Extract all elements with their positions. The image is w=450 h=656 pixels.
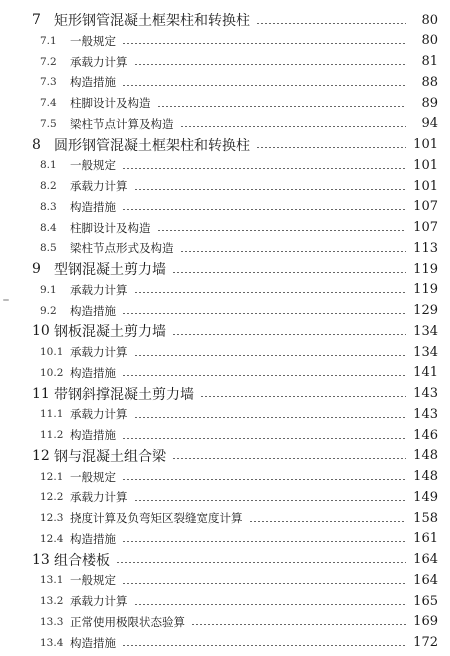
toc-section-entry[interactable] — [0, 611, 450, 633]
toc-entry-page-number: 80 — [421, 12, 438, 28]
toc-entry-page-number: 101 — [413, 137, 438, 152]
toc-entry-title: 构造措施 — [70, 531, 116, 546]
toc-entry-number: 7 — [32, 12, 41, 28]
toc-section-entry[interactable] — [0, 507, 450, 529]
toc-entry-title: 承载力计算 — [70, 407, 128, 422]
toc-section-entry[interactable] — [0, 528, 450, 550]
toc-entry-title: 正常使用极限状态验算 — [70, 614, 185, 629]
dot-leader — [134, 417, 407, 418]
toc-entry-page-number: 141 — [413, 365, 438, 381]
toc-entry-title: 构造措施 — [70, 428, 116, 442]
dot-leader — [249, 521, 407, 522]
toc-entry-page-number: 158 — [413, 510, 438, 526]
toc-entry-title: 一般规定 — [70, 33, 116, 48]
toc-entry-number: 13.4 — [40, 636, 64, 649]
toc-entry-title: 构造措施 — [70, 303, 116, 318]
dot-leader — [122, 313, 406, 314]
toc-entry-number: 12.2 — [40, 491, 64, 504]
dot-leader — [122, 85, 406, 86]
toc-chapter-entry[interactable] — [0, 258, 450, 280]
dot-leader — [256, 23, 406, 24]
toc-entry-title: 一般规定 — [70, 573, 116, 588]
toc-entry-number: 12.1 — [40, 470, 64, 483]
toc-entry-page-number: 119 — [413, 282, 438, 298]
toc-entry-title: 钢与混凝土组合梁 — [54, 448, 166, 465]
toc-entry-number: 11 — [32, 385, 50, 402]
toc-entry-number: 8.5 — [40, 242, 57, 255]
toc-entry-page-number: 148 — [413, 469, 438, 484]
toc-entry-number: 8.3 — [40, 200, 57, 213]
toc-entry-number: 7.2 — [40, 55, 57, 68]
dot-leader — [200, 396, 406, 397]
dot-leader — [134, 604, 407, 605]
toc-section-entry[interactable] — [0, 113, 450, 135]
toc-section-entry[interactable] — [0, 341, 450, 363]
toc-entry-page-number: 165 — [413, 593, 438, 609]
dot-leader — [122, 209, 406, 210]
toc-entry-page-number: 134 — [413, 323, 438, 339]
toc-section-entry[interactable] — [0, 51, 450, 73]
dot-leader — [122, 438, 406, 439]
toc-entry-number: 10 — [32, 323, 50, 340]
toc-entry-page-number: 107 — [413, 220, 438, 235]
toc-entry-page-number: 146 — [413, 427, 438, 443]
toc-entry-number: 13.2 — [40, 595, 64, 607]
toc-section-entry[interactable] — [0, 466, 450, 488]
dot-leader — [180, 251, 407, 252]
toc-entry-page-number: 164 — [413, 552, 438, 567]
toc-entry-title: 钢板混凝土剪力墙 — [54, 324, 166, 341]
dot-leader — [191, 624, 406, 625]
toc-entry-page-number: 161 — [413, 531, 438, 547]
toc-entry-page-number: 89 — [421, 95, 438, 111]
toc-section-entry[interactable] — [0, 71, 450, 93]
toc-entry-title: 一般规定 — [70, 469, 116, 484]
toc-entry-page-number: 149 — [413, 489, 438, 505]
dot-leader — [116, 562, 406, 563]
toc-entry-title: 柱脚设计及构造 — [70, 96, 151, 110]
toc-section-entry[interactable] — [0, 92, 450, 114]
toc-entry-page-number: 148 — [413, 448, 438, 464]
toc-section-entry[interactable] — [0, 217, 450, 239]
toc-entry-number: 9 — [32, 261, 41, 277]
toc-entry-number: 10.1 — [40, 346, 64, 358]
toc-entry-number: 13.1 — [40, 574, 64, 587]
dot-leader — [122, 645, 406, 646]
dot-leader — [157, 230, 407, 231]
toc-section-entry[interactable] — [0, 403, 450, 425]
toc-section-entry[interactable] — [0, 175, 450, 197]
toc-entry-page-number: 169 — [413, 614, 438, 630]
dot-leader — [172, 458, 406, 459]
toc-entry-number: 9.2 — [40, 304, 57, 317]
toc-entry-title: 承载力计算 — [70, 179, 128, 193]
toc-entry-title: 一般规定 — [70, 158, 116, 173]
toc-entry-title: 承载力计算 — [70, 345, 128, 359]
dot-leader — [256, 147, 406, 148]
toc-section-entry[interactable] — [0, 30, 450, 52]
toc-entry-title: 构造措施 — [70, 635, 116, 650]
toc-section-entry[interactable] — [0, 424, 450, 446]
dot-leader — [134, 292, 407, 293]
dot-leader — [122, 479, 406, 480]
toc-section-entry[interactable] — [0, 569, 450, 591]
toc-chapter-entry[interactable] — [0, 383, 450, 405]
toc-entry-title: 圆形钢管混凝土框架柱和转换柱 — [54, 137, 250, 154]
toc-entry-number: 12.3 — [40, 512, 64, 524]
toc-entry-page-number: 107 — [413, 199, 438, 215]
toc-entry-title: 承载力计算 — [70, 282, 128, 297]
dot-leader — [172, 334, 406, 335]
toc-section-entry[interactable] — [0, 632, 450, 654]
dot-leader — [122, 541, 406, 542]
toc-entry-page-number: 119 — [413, 261, 438, 277]
dot-leader — [122, 583, 406, 584]
dot-leader — [122, 375, 406, 376]
toc-entry-title: 柱脚设计及构造 — [70, 220, 151, 235]
toc-chapter-entry[interactable] — [0, 320, 450, 342]
toc-entry-number: 13.3 — [40, 615, 64, 628]
toc-section-entry[interactable] — [0, 486, 450, 508]
dot-leader — [172, 272, 406, 273]
toc-chapter-entry[interactable] — [0, 9, 450, 31]
toc-entry-page-number: 88 — [421, 74, 438, 90]
toc-entry-title: 构造措施 — [70, 199, 116, 214]
toc-chapter-entry[interactable] — [0, 549, 450, 571]
toc-entry-page-number: 94 — [421, 116, 438, 132]
toc-entry-number: 8 — [32, 136, 41, 153]
dot-leader — [180, 126, 407, 127]
dot-leader — [134, 500, 407, 501]
toc-section-entry[interactable] — [0, 279, 450, 301]
toc-section-entry[interactable] — [0, 590, 450, 612]
toc-section-entry[interactable] — [0, 237, 450, 259]
toc-entry-title: 组合楼板 — [54, 552, 110, 569]
toc-entry-title: 带钢斜撑混凝土剪力墙 — [54, 386, 194, 403]
toc-entry-number: 11.1 — [40, 408, 64, 421]
dot-leader — [134, 189, 407, 190]
dot-leader — [134, 64, 407, 65]
dot-leader — [122, 168, 406, 169]
toc-entry-number: 13 — [32, 551, 50, 568]
toc-entry-page-number: 172 — [413, 635, 438, 650]
toc-chapter-entry[interactable] — [0, 134, 450, 156]
toc-entry-page-number: 164 — [413, 572, 438, 588]
toc-entry-title: 承载力计算 — [70, 490, 128, 505]
toc-entry-number: 10.2 — [40, 366, 64, 379]
toc-entry-number: 12 — [32, 447, 50, 464]
dot-leader — [157, 106, 407, 107]
toc-section-entry[interactable] — [0, 196, 450, 218]
toc-entry-page-number: 80 — [421, 33, 438, 49]
toc-entry-page-number: 143 — [413, 386, 438, 401]
toc-entry-page-number: 101 — [413, 157, 438, 173]
toc-section-entry[interactable] — [0, 300, 450, 322]
toc-entry-number: 9.1 — [40, 283, 57, 296]
toc-entry-page-number: 113 — [413, 240, 438, 256]
toc-entry-title: 梁柱节点形式及构造 — [70, 241, 174, 256]
toc-entry-title: 承载力计算 — [70, 594, 128, 608]
toc-entry-page-number: 143 — [413, 406, 438, 422]
toc-entry-number: 11.2 — [40, 429, 64, 441]
toc-entry-title: 型钢混凝土剪力墙 — [54, 262, 166, 278]
toc-entry-number: 8.1 — [40, 159, 57, 172]
toc-entry-title: 梁柱节点计算及构造 — [70, 116, 174, 131]
toc-entry-number: 8.4 — [40, 221, 57, 234]
dot-leader — [122, 43, 406, 44]
toc-entry-title: 构造措施 — [70, 365, 116, 380]
toc-chapter-entry[interactable] — [0, 445, 450, 467]
toc-entry-page-number: 129 — [413, 303, 438, 318]
toc-entry-title: 构造措施 — [70, 75, 116, 90]
toc-entry-page-number: 134 — [413, 344, 438, 360]
toc-entry-title: 承载力计算 — [70, 54, 128, 69]
toc-entry-number: 7.5 — [40, 117, 57, 130]
margin-mark — [3, 299, 9, 301]
toc-entry-number: 8.2 — [40, 180, 57, 192]
dot-leader — [134, 355, 407, 356]
toc-entry-number: 7.4 — [40, 97, 57, 109]
toc-section-entry[interactable] — [0, 154, 450, 176]
toc-entry-title: 矩形钢管混凝土框架柱和转换柱 — [54, 13, 250, 29]
toc-entry-page-number: 81 — [421, 54, 438, 69]
toc-entry-number: 12.4 — [40, 532, 64, 545]
toc-entry-page-number: 101 — [413, 178, 438, 194]
toc-section-entry[interactable] — [0, 362, 450, 384]
toc-entry-number: 7.1 — [40, 34, 57, 47]
toc-entry-title: 挠度计算及负弯矩区裂缝宽度计算 — [70, 511, 243, 525]
toc-entry-number: 7.3 — [40, 76, 57, 89]
